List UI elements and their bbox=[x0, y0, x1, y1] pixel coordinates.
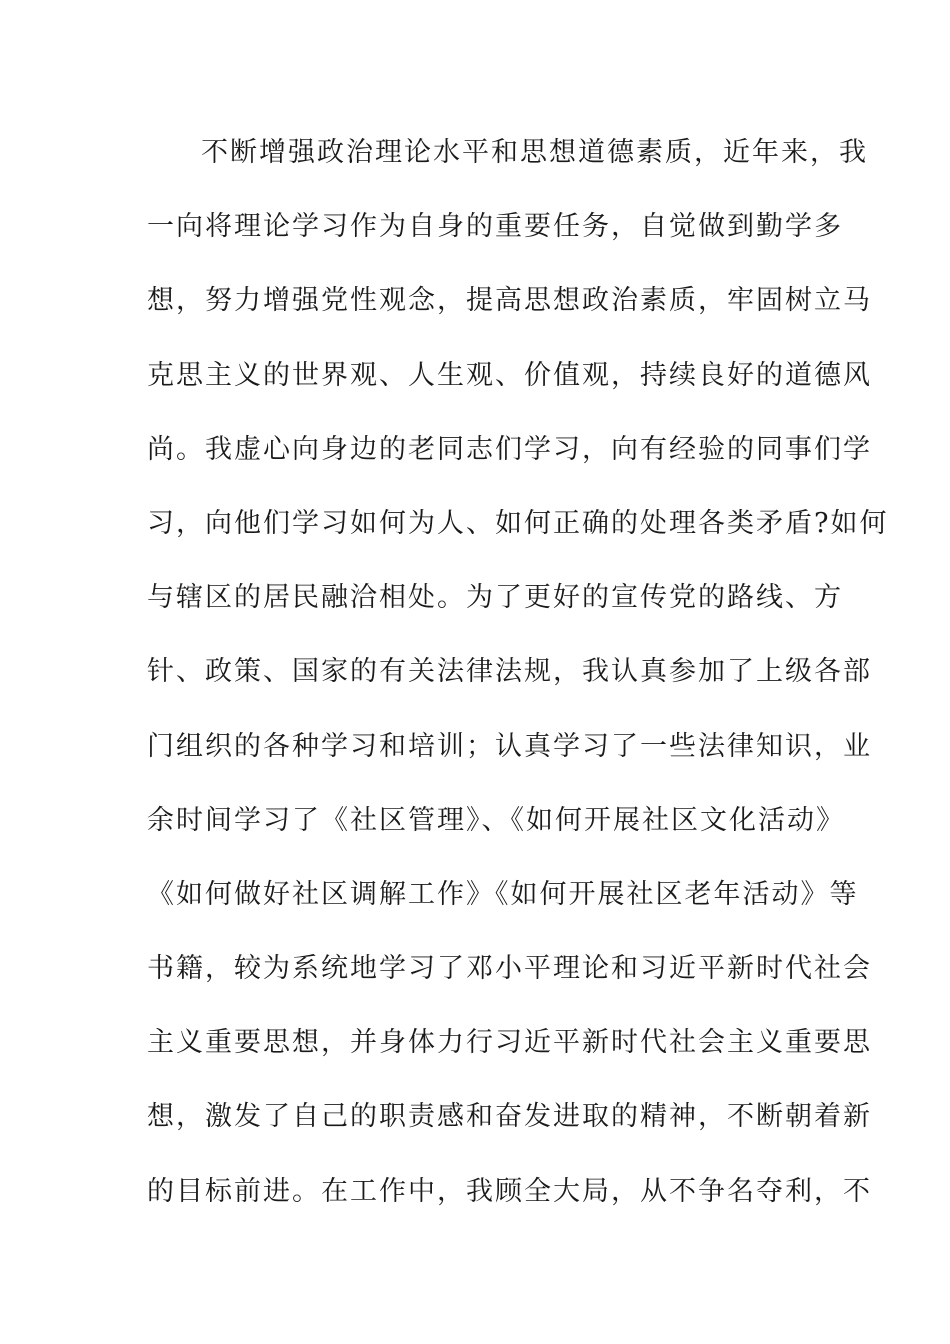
paragraph-line: 想，努力增强党性观念，提高思想政治素质，牢固树立马 bbox=[147, 285, 872, 317]
paragraph-line: 书籍，较为系统地学习了邓小平理论和习近平新时代社会 bbox=[147, 953, 872, 985]
paragraph-line: 主义重要思想，并身体力行习近平新时代社会主义重要思 bbox=[147, 1027, 872, 1059]
paragraph-line: 克思主义的世界观、人生观、价值观，持续良好的道德风 bbox=[147, 359, 872, 391]
paragraph-line: 余时间学习了《社区管理》、《如何开展社区文化活动》 bbox=[147, 804, 845, 836]
paragraph-line: 的目标前进。在工作中，我顾全大局，从不争名夺利，不 bbox=[147, 1175, 872, 1207]
paragraph-line: 针、政策、国家的有关法律法规，我认真参加了上级各部 bbox=[147, 656, 872, 688]
paragraph-line: 尚。我虚心向身边的老同志们学习，向有经验的同事们学 bbox=[147, 433, 872, 465]
paragraph-line: 习，向他们学习如何为人、如何正确的处理各类矛盾?如何 bbox=[147, 507, 889, 539]
paragraph-line: 不断增强政治理论水平和思想道德素质，近年来，我 bbox=[201, 137, 868, 168]
paragraph-line: 《如何做好社区调解工作》《如何开展社区老年活动》等 bbox=[147, 878, 859, 910]
paragraph-line: 门组织的各种学习和培训；认真学习了一些法律知识，业 bbox=[147, 730, 872, 762]
paragraph-line: 想，激发了自己的职责感和奋发进取的精神，不断朝着新 bbox=[147, 1101, 872, 1133]
paragraph-line: 一向将理论学习作为自身的重要任务，自觉做到勤学多 bbox=[147, 211, 843, 243]
paragraph-line: 与辖区的居民融洽相处。为了更好的宣传党的路线、方 bbox=[147, 582, 843, 614]
body-paragraph bbox=[147, 133, 889, 1246]
